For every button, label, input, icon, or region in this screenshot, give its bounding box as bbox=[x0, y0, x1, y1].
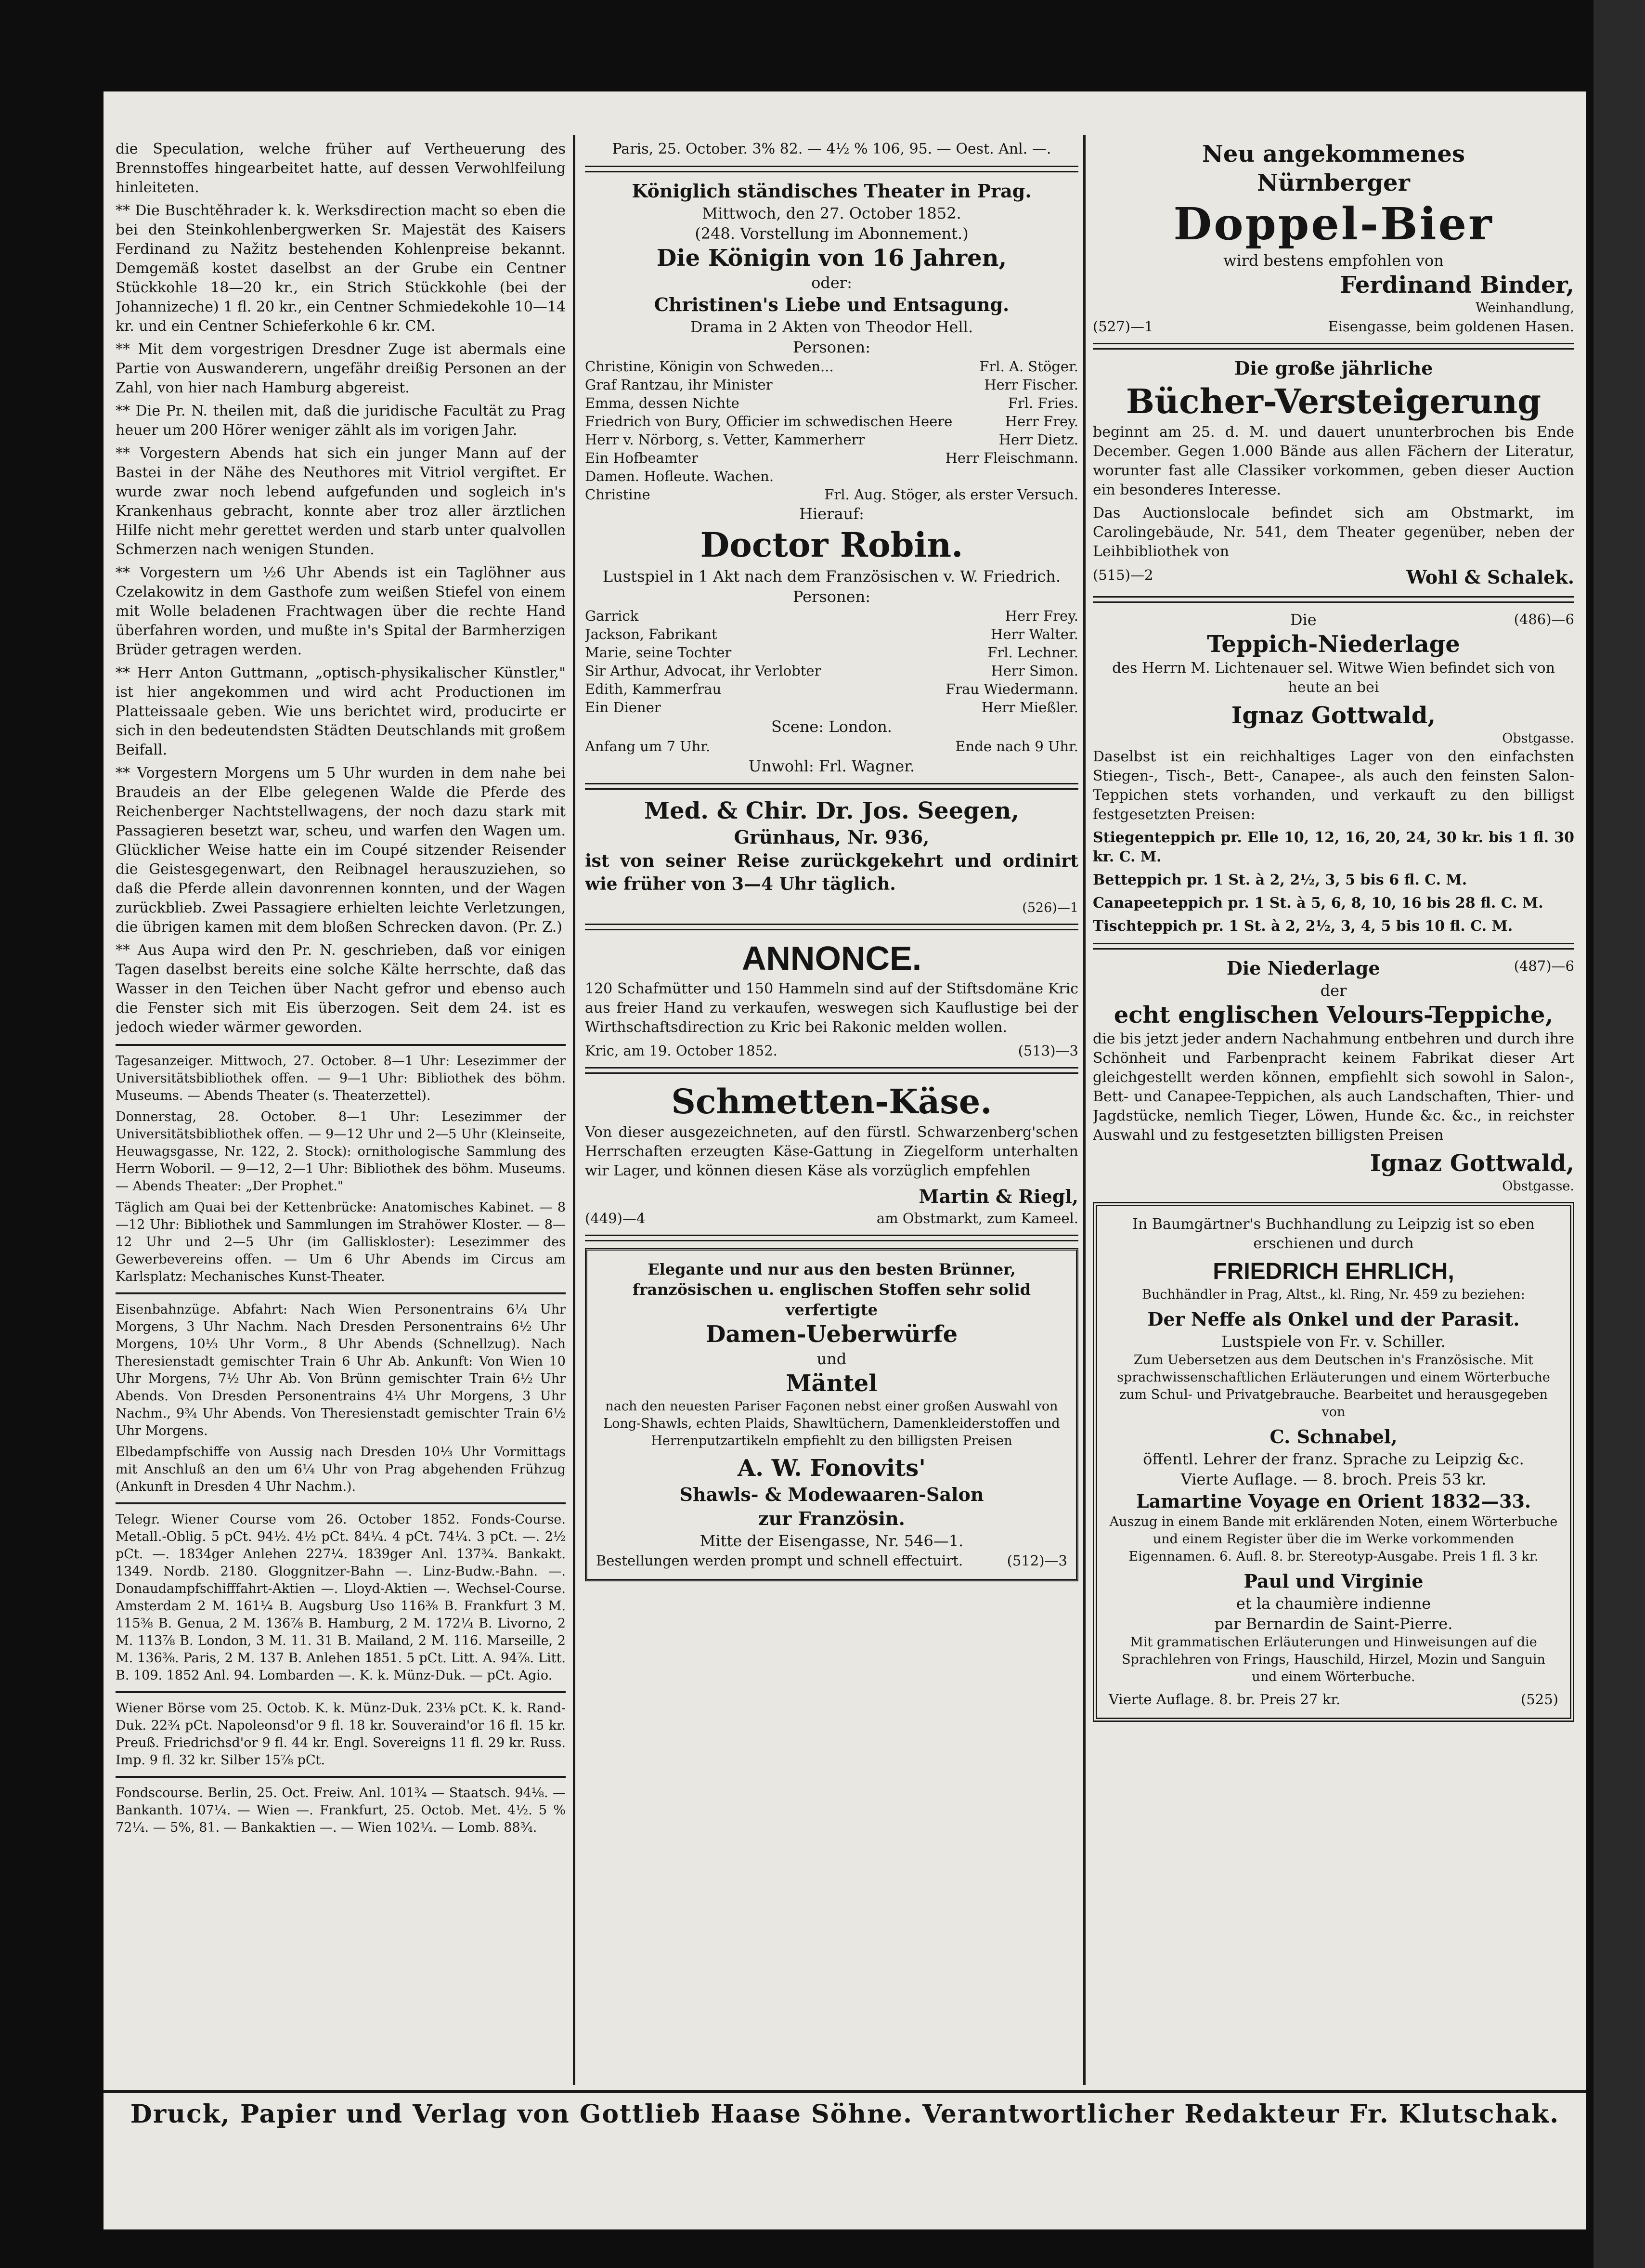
book-1-text: Zum Uebersetzen aus dem Deutschen in's Französische. Mit sprachwissenschaftlichen Erläuterungen und einem Wörterbuche zum Schul- und Privatgebrauche. Bearbeitet und herausgegeben von bbox=[1117, 1353, 1550, 1420]
play-subtitle: Christinen's Liebe und Entsagung. bbox=[654, 294, 1010, 315]
play-title-2: Doctor Robin. bbox=[700, 525, 963, 565]
carpet-title: Teppich-Niederlage bbox=[1207, 631, 1460, 658]
cast-row: Ein Hofbeamter Herr Fleischmann. bbox=[585, 450, 1078, 466]
daily-listing: Tagesanzeiger. Mittwoch, 27. October. 8—1 Uhr: Lesezimmer der Universitätsbibliothek offen. — 9—1 Uhr: Bibliothek des böhm. Museums. — Abends Theater (s. Theaterzettel). bbox=[116, 1054, 566, 1103]
beer-firm: Ferdinand Binder, bbox=[1340, 272, 1574, 299]
carpet-header: Die (486)—6 bbox=[1290, 611, 1574, 629]
divider bbox=[585, 1067, 1078, 1074]
fonovits-firm: A. W. Fonovits' bbox=[738, 1455, 926, 1482]
play-title: Die Königin von 16 Jahren, bbox=[656, 245, 1007, 272]
divider bbox=[1093, 943, 1574, 950]
beer-text: wird bestens empfohlen von bbox=[1223, 251, 1444, 270]
railway-schedule: Eisenbahnzüge. Abfahrt: Nach Wien Personentrains 6¼ Uhr Morgens, 3 Uhr Nachm. Nach Dresden Personentrains 6½ Uhr Morgens, 10⅓ Uhr Vorm., 8 Uhr Abends (Schnellzug). Nach Theresienstadt gemischter Train 6 Uhr Ab. Ankunft: Von Wien 10 Uhr Morgens, 7½ Uhr Ab. Von Brünn gemischter Train 6½ Uhr Abends. Von Dresden Personentrains 4⅓ Uhr Morgens, 3 Uhr Nachm., 9¾ Uhr Abends. Von Theresienstadt gemischter Train 6½ Uhr Morgens. bbox=[116, 1302, 566, 1438]
carpet-address: Obstgasse. bbox=[1502, 731, 1574, 746]
cheese-footer: (449)—4 am Obstmarkt, zum Kameel. bbox=[585, 1210, 1078, 1226]
velours-firm: Ignaz Gottwald, bbox=[1370, 1150, 1574, 1177]
fonovits-ad bbox=[585, 1248, 1078, 1581]
velours-ad bbox=[1093, 956, 1574, 1195]
annonce-ad bbox=[585, 937, 1078, 1060]
news-item: ** Vorgestern Morgens um 5 Uhr wurden in dem nahe bei Braudeis an der Elbe gelegenen Walde die Pferde des Reichenberger Nachtstellwagens, der noch dazu stark mit Passagieren besetzt war, scheu, und warfen den Wagen um. Glücklicher Weise hatte ein im Coupé sitzender Reisender die Geistesgegenwart, den Reibnagel herauszuziehen, so daß die Pferde allein davonrennen konnten, und der Wagen zurückblieb. Zwei Passagiere erhielten leichte Verletzungen, die übrigen kamen mit dem bloßen Schrecken davon. (Pr. Z.) bbox=[116, 765, 566, 936]
divider bbox=[585, 166, 1078, 172]
doctor-address: Grünhaus, Nr. 936, bbox=[734, 826, 930, 848]
theater-bill bbox=[585, 179, 1078, 776]
carpet-price: Canapeeteppich pr. 1 St. à 5, 6, 8, 10, 16 bis 28 fl. C. M. bbox=[1093, 895, 1543, 912]
bookshop-intro: In Baumgärtner's Buchhandlung zu Leipzig ist so eben erschienen und durch bbox=[1132, 1216, 1535, 1252]
fonovits-und: und bbox=[816, 1350, 847, 1368]
news-item: ** Herr Anton Guttmann, „optisch-physikalischer Künstler," ist hier angekommen und wird acht Productionen im Platteissaale geben. Wie uns berichtet wird, producirte er sich in den bedeutendsten Städten Deutschlands mit großem Beifall. bbox=[116, 665, 566, 758]
cast-row: Christine, Königin von Schweden... Frl. A. Stöger. bbox=[585, 358, 1078, 375]
book-1-title: Der Neffe als Onkel und der Parasit. bbox=[1147, 1308, 1520, 1330]
fonovits-text: nach den neuesten Pariser Façonen nebst einer großen Auswahl von Long-Shawls, echten Plaids, Shawltüchern, Damenkleiderstoffen und Herrenputzartikeln empfiehlt zu den billigsten Preisen bbox=[603, 1399, 1060, 1448]
cast-row: Edith, Kammerfrau Frau Wiedermann. bbox=[585, 681, 1078, 697]
cast-row: Damen. Hofleute. Wachen. bbox=[585, 468, 774, 484]
news-item: ** Die Pr. N. theilen mit, daß die juridische Facultät zu Prag heuer um 200 Hörer weniger zählt als im vorigen Jahr. bbox=[116, 403, 566, 439]
column-advertisements bbox=[1093, 140, 1574, 2066]
hierauf-label: Hierauf: bbox=[799, 505, 864, 523]
news-item: ** Mit dem vorgestrigen Dresdner Zuge ist abermals eine Partie von Auswanderern, ungefähr dreißig Personen an der Zahl, von hier nach Hamburg abgereist. bbox=[116, 341, 566, 396]
carpet-ad bbox=[1093, 610, 1574, 936]
bookshop-address: Buchhändler in Prag, Altst., kl. Ring, Nr. 459 zu beziehen: bbox=[1142, 1287, 1525, 1302]
velours-title: echt englischen Velours-Teppiche, bbox=[1114, 1002, 1554, 1029]
divider bbox=[585, 783, 1078, 790]
auction-text: beginnt am 25. d. M. und dauert ununterbrochen bis Ende December. Gegen 1.000 Bände aus allen Fächern der Literatur, worunter fast alle Classiker vorkommen, geben dieser Auction ein besonderes Interesse. bbox=[1093, 424, 1574, 498]
book-1-price: Vierte Auflage. — 8. broch. Preis 53 kr. bbox=[1180, 1470, 1487, 1488]
divider bbox=[585, 1235, 1078, 1241]
doctor-text: ist von seiner Reise zurückgekehrt und ordinirt wie früher von 3—4 Uhr täglich. bbox=[585, 851, 1078, 894]
imprint-line: Druck, Papier und Verlag von Gottlieb Haase Söhne. Verantwortlicher Redakteur Fr. Klutschak. bbox=[130, 2099, 1560, 2129]
divider bbox=[585, 924, 1078, 930]
beer-ad bbox=[1093, 140, 1574, 336]
cast-row: Graf Rantzau, ihr Minister Herr Fischer. bbox=[585, 377, 1078, 393]
divider bbox=[1093, 596, 1574, 603]
theater-date: Mittwoch, den 27. October 1852. bbox=[702, 204, 961, 222]
exchange-rates: Telegr. Wiener Course vom 26. October 1852. Fonds-Course. Metall.-Oblig. 5 pCt. 94½. 4½ pCt. 84¼. 4 pCt. 74¼. 3 pCt. —. 2½ pCt. —. 1834ger Anlehen 227¼. 1839ger Anl. 137¾. Bankakt. 1349. Nordb. 2180. Gloggnitzer-Bahn —. Linz-Budw.-Bahn. —. Donaudampfschifffahrt-Aktien —. Lloyd-Aktien —. Wechsel-Course. Amsterdam 2 M. 161¼ B. Augsburg Uso 116⅜ B. Frankfurt 3 M. 115⅜ B. Genua, 2 M. 136⅞ B. Hamburg, 2 M. 172¼ B. Livorno, 2 M. 113⅞ B. London, 3 M. 11. 31 B. Mailand, 2 M. 116. Marseille, 2 M. 136⅜. Paris, 2 M. 137 B. Anlehen 1851. 5 pCt. Litt. A. 94⅞. Litt. B. 109. 1852 Anl. 94. Lombarden —. K. k. Münz-Duk. — pCt. Agio. bbox=[116, 1512, 566, 1683]
news-item: die Speculation, welche früher auf Vertheuerung des Brennstoffes hingearbeitet hatte, auf dessen Verwohlfeilung hinleiteten. bbox=[116, 141, 566, 196]
divider bbox=[116, 1502, 566, 1504]
doctor-name: Med. & Chir. Dr. Jos. Seegen, bbox=[644, 797, 1019, 824]
newspaper-page bbox=[104, 91, 1586, 2229]
book-2-text: Auszug in einem Bande mit erklärenden Noten, einem Wörterbuche und einem Register über die im Werke vorkommenden Eigennamen. 6. Aufl. 8. br. Stereotyp-Ausgabe. Preis 1 fl. 3 kr. bbox=[1109, 1514, 1558, 1564]
fonovits-zur: zur Französin. bbox=[758, 1508, 905, 1529]
carpet-text: des Herrn M. Lichtenauer sel. Witwe Wien befindet sich von heute an bei bbox=[1112, 660, 1555, 696]
velours-text: die bis jetzt jeder andern Nachahmung entbehren und durch ihre Schönheit und Farbenpracht keinem Fabrikat dieser Art gleichgestellt werden können, empfiehlt sich sowohl in Salon-, Bett- und Canapee-Teppichen, als auch Landschaften, Thier- und Jagdstücke, nemlich Tieger, Löwen, Hunde &c. &c., in reichster Auswahl und zu festgesetzten billigsten Preisen bbox=[1093, 1030, 1574, 1144]
carpet-text-2: Daselbst ist ein reichhaltiges Lager von den einfachsten Stiegen-, Tisch-, Bett-, Canapee-, als auch den feinsten Salon-Teppichen stets vorhanden, und verkauft zu den billigst festgesetzten Preisen: bbox=[1093, 748, 1574, 823]
column-rule bbox=[573, 135, 575, 2085]
cast-row: Sir Arthur, Advocat, ihr Verlobter Herr Simon. bbox=[585, 663, 1078, 679]
binding-edge bbox=[1593, 0, 1645, 2268]
fonovits-intro: Elegante und nur aus den besten Brünner, französischen u. englischen Stoffen sehr solid verfertigte bbox=[632, 1260, 1031, 1319]
book-auction-ad bbox=[1093, 356, 1574, 589]
scene-label: Scene: London. bbox=[771, 717, 892, 736]
news-item: ** Aus Aupa wird den Pr. N. geschrieben, daß vor einigen Tagen daselbst bereits eine solche Kälte herrschte, daß das Wasser in den Teichen über Nacht gefror und ebenso auch die Fenster sich mit Eis überzogen. Seit dem 24. ist es jedoch wieder wärmer geworden. bbox=[116, 942, 566, 1036]
play-genre: Drama in 2 Akten von Theodor Hell. bbox=[690, 318, 973, 336]
play-oder: oder: bbox=[811, 274, 852, 292]
annonce-text: 120 Schafmütter und 150 Hammeln sind auf der Stiftsdomäne Kric aus freier Hand zu verkaufen, weswegen sich Kauflustige bei der Wirthschaftsdirection zu Kric bei Rakonic melden wollen. bbox=[585, 980, 1078, 1036]
divider bbox=[116, 1691, 566, 1693]
book-1-author: C. Schnabel, bbox=[1269, 1426, 1398, 1447]
fonovits-salon: Shawls- & Modewaaren-Salon bbox=[679, 1484, 984, 1505]
carpet-price: Betteppich pr. 1 St. à 2, 2½, 3, 5 bis 6 fl. C. M. bbox=[1093, 872, 1467, 888]
divider bbox=[1093, 343, 1574, 350]
play-genre-2: Lustspiel in 1 Akt nach dem Französischen v. W. Friedrich. bbox=[602, 567, 1061, 586]
bookshop-firm: FRIEDRICH EHRLICH, bbox=[1213, 1259, 1454, 1284]
auction-line-1: Die große jährliche bbox=[1234, 357, 1433, 379]
annonce-footer: Kric, am 19. October 1852. (513)—3 bbox=[585, 1043, 1078, 1059]
velours-der: der bbox=[1320, 981, 1347, 1000]
beer-title: Doppel-Bier bbox=[1173, 198, 1494, 250]
ad-ref: (526)—1 bbox=[1022, 900, 1078, 915]
cast-row: Herr v. Nörborg, s. Vetter, Kammerherr Herr Dietz. bbox=[585, 431, 1078, 448]
fonovits-title: Damen-Ueberwürfe bbox=[705, 1321, 958, 1348]
cheese-ad bbox=[585, 1081, 1078, 1228]
book-3-footer: Vierte Auflage. 8. br. Preis 27 kr. (525) bbox=[1109, 1691, 1558, 1708]
divider bbox=[116, 1292, 566, 1294]
unwell-note: Unwohl: Frl. Wagner. bbox=[748, 757, 915, 775]
cast-row: Jackson, Fabrikant Herr Walter. bbox=[585, 626, 1078, 642]
daily-listing: Täglich am Quai bei der Kettenbrücke: Anatomisches Kabinet. — 8—12 Uhr: Bibliothek und Sammlungen im Strahöwer Kloster. — 8—12 Uhr und 2—5 Uhr (im Galliskloster): Lesezimmer des Gewerbevereins offen. — Um 6 Uhr Abends im Circus am Karlsplatz: Mechanisches Kunst-Theater. bbox=[116, 1200, 566, 1284]
book-1-subtitle: Lustspiele von Fr. v. Schiller. bbox=[1221, 1332, 1446, 1351]
news-item: ** Vorgestern um ½6 Uhr Abends ist ein Taglöhner aus Czelakowitz in dem Gasthofe zum weißen Stiefel von einem mit Wolle beladenen Frachtwagen über die rechte Hand überfahren worden, und mußte in's Spital der Barmherzigen Brüder getragen werden. bbox=[116, 564, 566, 658]
cast-row: Friedrich von Bury, Officier im schwedischen Heere Herr Frey. bbox=[585, 413, 1078, 430]
book-3-title: Paul und Virginie bbox=[1243, 1570, 1424, 1592]
book-3-text: Mit grammatischen Erläuterungen und Hinweisungen auf die Sprachlehren von Frings, Hauschild, Hirzel, Mozin und Sanguin und einem Wörterbuche. bbox=[1122, 1635, 1545, 1684]
book-1-role: öffentl. Lehrer der franz. Sprache zu Leipzig &c. bbox=[1143, 1450, 1524, 1468]
cast-row: Marie, seine Tochter Frl. Lechner. bbox=[585, 644, 1078, 661]
column-rule bbox=[1083, 135, 1086, 2085]
divider bbox=[116, 1044, 566, 1046]
beer-line-2: Nürnberger bbox=[1257, 169, 1410, 196]
velours-header: Die Niederlage (487)—6 bbox=[1226, 957, 1574, 979]
cheese-firm: Martin & Riegl, bbox=[919, 1186, 1078, 1207]
auction-text-2: Das Auctionslocale befindet sich am Obstmarkt, im Carolingebäude, Nr. 541, dem Theater gegenüber, neben der Leihbibliothek von bbox=[1093, 505, 1574, 560]
cheese-title: Schmetten-Käse. bbox=[671, 1082, 992, 1121]
footer-rule bbox=[104, 2090, 1586, 2093]
carpet-price: Stiegenteppich pr. Elle 10, 12, 16, 20, 24, 30 kr. bis 1 fl. 30 kr. C. M. bbox=[1093, 829, 1574, 865]
auction-footer: (515)—2 Wohl & Schalek. bbox=[1093, 566, 1574, 588]
carpet-price: Tischteppich pr. 1 St. à 2, 2½, 3, 4, 5 bis 10 fl. C. M. bbox=[1093, 918, 1513, 935]
column-news bbox=[116, 140, 566, 2066]
velours-address: Obstgasse. bbox=[1502, 1179, 1574, 1194]
book-3-subtitle: et la chaumière indienne bbox=[1236, 1594, 1431, 1613]
book-3-author: par Bernardin de Saint-Pierre. bbox=[1214, 1615, 1453, 1633]
cast-row: Christine Frl. Aug. Stöger, als erster Versuch. bbox=[585, 486, 1078, 503]
theater-house: Königlich ständisches Theater in Prag. bbox=[632, 180, 1032, 202]
bookshop-ad bbox=[1093, 1202, 1574, 1722]
divider bbox=[116, 1776, 566, 1778]
auction-title: Bücher-Versteigerung bbox=[1126, 381, 1541, 421]
news-item: ** Vorgestern Abends hat sich ein junger Mann auf der Bastei in der Nähe des Neuthores mit Vitriol vergiftet. Er wurde zwar noch lebend aufgefunden und sogleich in's Krankenhaus gebracht, konnte aber troz aller ärztlichen Hilfe nicht mehr gerettet werden und starb unter qualvollen Schmerzen nach wenigen Stunden. bbox=[116, 445, 566, 558]
news-item: ** Die Buschtěhrader k. k. Werksdirection macht so eben die bei den Steinkohlenbergwerken Sr. Majestät des Kaisers Ferdinand zu Nažitz bestehenden Kohlenpreise bekannt. Demgemäß kostet daselbst an der Grube ein Centner Stückkohle 18—20 kr., ein Strich Stückkohle (bei der Johannizeche) 1 fl. 20 kr., ein Centner Schmiedekohle 10—14 kr. und ein Centner Schieferkohle 6 kr. CM. bbox=[116, 202, 566, 335]
paris-quote: Paris, 25. October. 3% 82. — 4½ % 106, 95. — Oest. Anl. —. bbox=[612, 141, 1051, 157]
beer-sub: Weinhandlung, bbox=[1476, 300, 1574, 315]
cheese-text: Von dieser ausgezeichneten, auf den fürstl. Schwarzenberg'schen Herrschaften erzeugten Käse-Gattung in Ziegelform unterhalten wir Lager, und können diesen Käse als vorzüglich empfehlen bbox=[585, 1124, 1078, 1179]
fonovits-footer: Bestellungen werden prompt und schnell effectuirt. (512)—3 bbox=[596, 1552, 1067, 1569]
beer-footer: (527)—1 Eisengasse, beim goldenen Hasen. bbox=[1093, 318, 1574, 335]
steamship-schedule: Elbedampfschiffe von Aussig nach Dresden 10⅓ Uhr Vormittags mit Anschluß an den um 6¼ Uhr von Prag abgehenden Frühzug (Ankunft in Dresden 4 Uhr Nachm.). bbox=[116, 1445, 566, 1494]
column-announcements bbox=[585, 140, 1078, 2066]
personen-label: Personen: bbox=[793, 338, 870, 356]
cast-row: Ein Diener Herr Mießler. bbox=[585, 699, 1078, 716]
book-2-title: Lamartine Voyage en Orient 1832—33. bbox=[1136, 1490, 1531, 1512]
annonce-title: ANNONCE. bbox=[741, 939, 922, 977]
beer-line-1: Neu angekommenes bbox=[1202, 141, 1465, 168]
start-end-times: Anfang um 7 Uhr. Ende nach 9 Uhr. bbox=[585, 738, 1078, 755]
daily-listing: Donnerstag, 28. October. 8—1 Uhr: Lesezimmer der Universitätsbibliothek offen. — 9—12 Uhr und 2—5 Uhr (Kleinseite, Heuwagsgasse, Nr. 122, 2. Stock): ornithologische Sammlung des Herrn Woboril. — 9—12, 2—1 Uhr: Bibliothek des böhm. Museums. — Abends Theater: „Der Prophet." bbox=[116, 1109, 566, 1194]
carpet-firm: Ignaz Gottwald, bbox=[1231, 702, 1436, 729]
cast-row: Garrick Herr Frey. bbox=[585, 608, 1078, 624]
stock-exchange: Wiener Börse vom 25. Octob. K. k. Münz-Duk. 23⅛ pCt. K. k. Rand-Duk. 22¾ pCt. Napoleonsd'or 9 fl. 18 kr. Souveraind'or 16 fl. 15 kr. Preuß. Friedrichsd'or 9 fl. 44 kr. Engl. Sovereigns 11 fl. 29 kr. Russ. Imp. 9 fl. 32 kr. Silber 15⅞ pCt. bbox=[116, 1701, 566, 1768]
seegen-ad bbox=[585, 796, 1078, 917]
fonovits-title-2: Mäntel bbox=[786, 1370, 878, 1397]
fund-courses: Fondscourse. Berlin, 25. Oct. Freiw. Anl. 101¾ — Staatsch. 94⅛. — Bankanth. 107¼. — Wien —. Frankfurt, 25. Octob. Met. 4½. 5 % 72¼. — 5%, 81. — Bankaktien —. — Wien 102¼. — Lomb. 88¾. bbox=[116, 1786, 566, 1835]
fonovits-address: Mitte der Eisengasse, Nr. 546—1. bbox=[699, 1532, 964, 1550]
personen-label: Personen: bbox=[793, 587, 870, 606]
cast-row: Emma, dessen Nichte Frl. Fries. bbox=[585, 395, 1078, 411]
theater-performance: (248. Vorstellung im Abonnement.) bbox=[695, 224, 969, 243]
